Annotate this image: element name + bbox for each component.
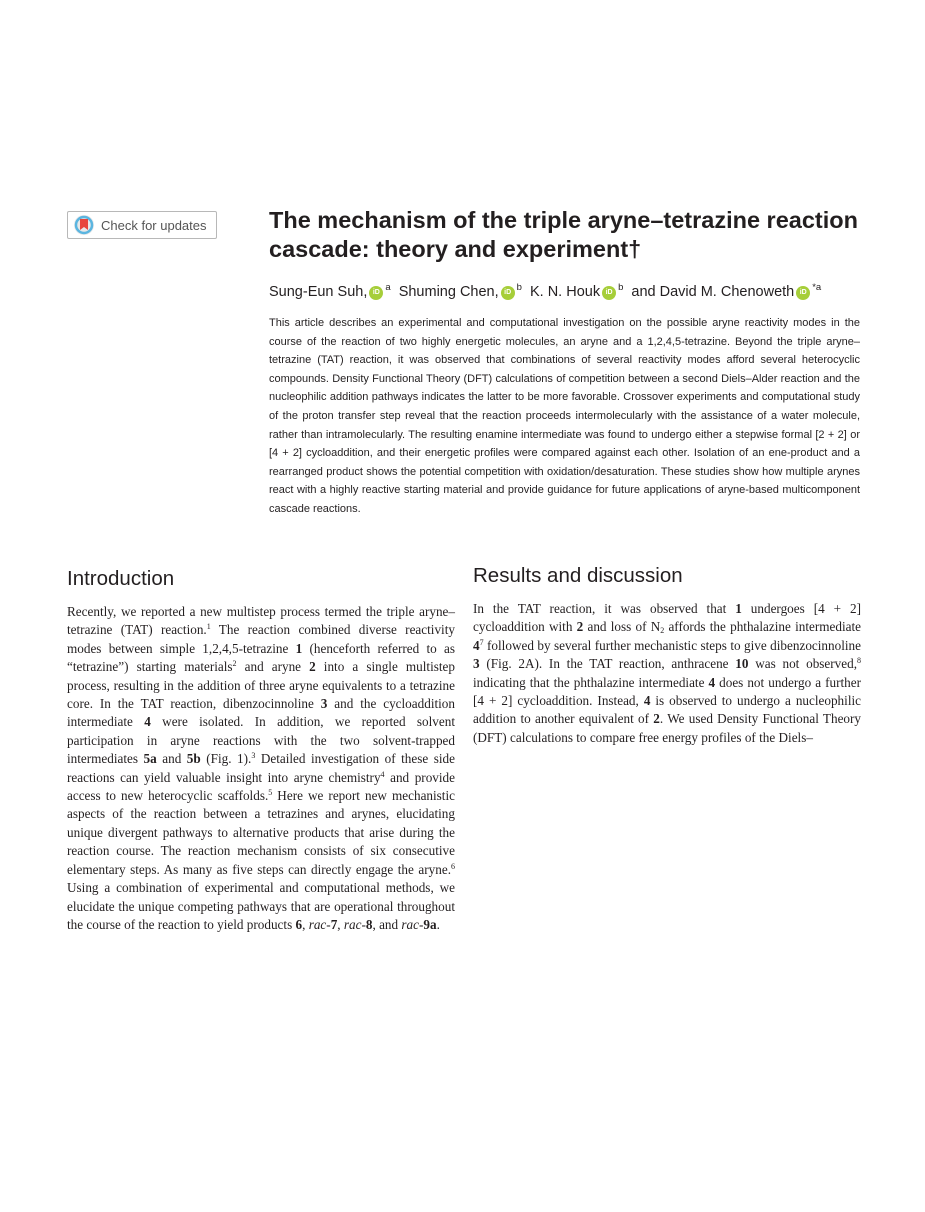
author-affiliation: b <box>618 282 624 293</box>
orcid-icon[interactable]: iD <box>796 286 810 300</box>
author-affiliation: a <box>385 282 391 293</box>
author-list <box>269 278 879 302</box>
author-name: Shuming Chen, <box>398 284 499 300</box>
author-name: and David M. Chenoweth <box>631 284 795 300</box>
check-for-updates-button[interactable] <box>67 211 217 239</box>
author-affiliation: *a <box>812 282 822 293</box>
orcid-icon[interactable]: iD <box>501 286 515 300</box>
abstract: This article describes an experimental and computational investigation on the possible aryne reactivity modes in the course of the reaction of two highly energetic molecules, an aryne and a 1,2,4,5-tetrazine. Beyond the triple aryne–tetrazine (TAT) reaction, it was observed that combinations of several reactivity modes afford several heterocyclic compounds. Density Functional Theory (DFT) calculations of competition between a second Diels–Alder reaction and the nucleophilic addition pathways indicates the latter to be more favorable. Crossover experiments and computational study of the proton transfer step reveal that the reaction proceeds intermolecularly with the assistance of a water molecule, rather than intramolecularly. The resulting enamine intermediate was found to undergo either a stepwise formal [2 + 2] or [4 + 2] cycloaddition, and their energetic profiles were compared against each other. Isolation of an ene-product and a rearranged product shows the potential competition with oxidation/desaturation. These studies show how multiple arynes react with a highly reactive starting material and provide guidance for future applications of aryne-based multicomponent cascade reactions. <box>269 317 860 515</box>
results-paragraph: In the TAT reaction, it was observed that 1 undergoes [4 + 2] cycloaddition with 2 and loss of $N_2$ affords the phthalazine intermediate $4^7$ followed by several further mechanistic steps to give dibenzocinnoline 3 (Fig. 2A). In the TAT reaction, anthracene 10 was not observed,$^8$ indicating that the phthalazine intermediate 4 does not undergo a further [4 + 2] cycloaddition. Instead, 4 is observed to undergo a nucleophilic addition to another equivalent of 2. We used Density Functional Theory (DFT) calculations to compare free energy profiles of the Diels– <box>473 601 862 745</box>
author-name: Sung-Eun Suh, <box>269 284 368 300</box>
author-name: K. N. Houk <box>529 284 601 300</box>
introduction-paragraph: Recently, we reported a new multistep process termed the triple aryne–tetrazine (TAT) reaction.$^1$ The reaction combined diverse reactivity modes between simple 1,2,4,5-tetrazine 1 (henceforth referred to as “tetrazine”) starting materials$^2$ and aryne 2 into a single multistep process, resulting in the addition of three aryne equivalents to a tetrazine core. In the TAT reaction, dibenzocinnoline 3 and the cycloaddition intermediate 4 were isolated. In addition, we reported solvent participation in aryne reactions with the two solvent-trapped intermediates 5a and 5b (Fig. 1).$^3$ Detailed investigation of these side reactions can yield valuable insight into aryne chemistry$^4$ and provide access to new heterocyclic scaffolds.$^5$ Here we report new mechanistic aspects of the reaction between a tetrazines and arynes, elucidating unique divergent pathways to alternative products that arise during the reaction course. The reaction mechanism consists of six consecutive elementary steps. As many as five steps can directly engage the aryne.$^6$ Using a combination of experimental and computational methods, we elucidate the unique competing pathways that are operational throughout the course of the reaction to yield products 6, rac-7, rac-8, and rac-9a. <box>67 604 455 932</box>
check-updates-icon <box>73 214 95 236</box>
orcid-icon[interactable]: iD <box>369 286 383 300</box>
introduction-heading: Introduction <box>67 567 175 590</box>
orcid-icon[interactable]: iD <box>602 286 616 300</box>
results-heading: Results and discussion <box>473 564 683 587</box>
author-affiliation: b <box>516 282 522 293</box>
check-for-updates-label: Check for updates <box>101 217 207 233</box>
article-title: The mechanism of the triple aryne–tetrazine reaction cascade: theory and experiment† <box>269 207 858 262</box>
